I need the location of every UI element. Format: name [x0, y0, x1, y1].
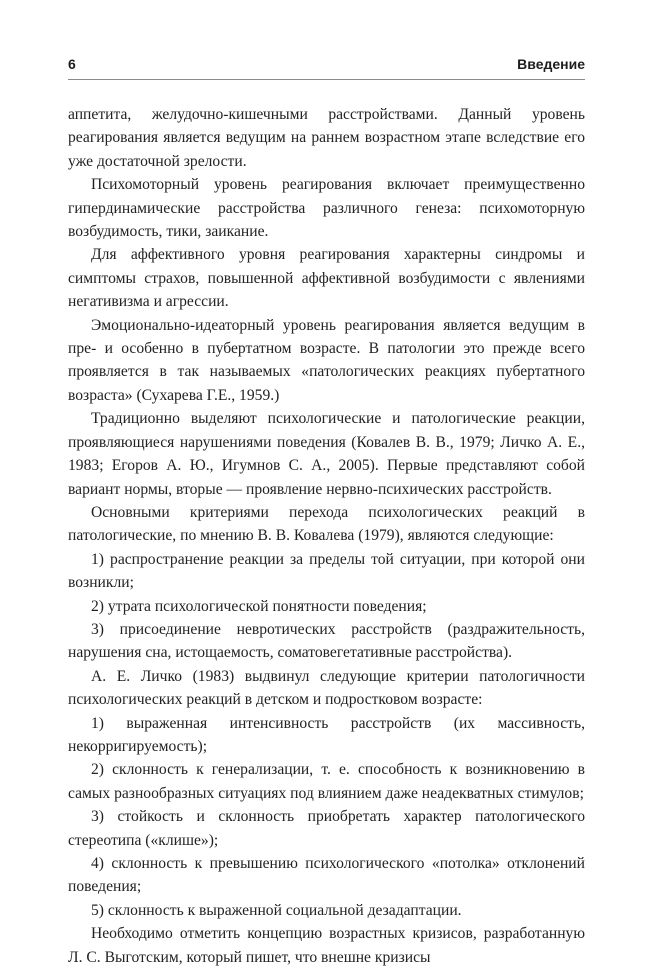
body-text	[68, 103, 585, 969]
paragraph-affective-level: Для аффективного уровня реагирования характерны синдромы и симптомы страхов, повышенной аффективной возбудимости с явлениями негативизма и агрессии.	[68, 246, 585, 311]
header-divider	[68, 79, 585, 80]
paragraph-lichko-criteria-intro: А. Е. Личко (1983) выдвинул следующие критерии патологичности психологических реакций в детском и подростковом возрасте:	[68, 667, 585, 709]
list-item-lichko-1: 1) выраженная интенсивность расстройств (их массивность, некорригируемость);	[68, 714, 585, 755]
paragraph-emotional-ideational-level: Эмоционально-идеаторный уровень реагирования является ведущим в пре- и особенно в пубертатном возрасте. В патологии это прежде всего проявляется в так называемых «патологических реакциях пубертатного возраста» (Сухарева Г.Е., 1959.)	[68, 316, 585, 404]
list-item-lichko-2: 2) склонность к генерализации, т. е. способность к возникновению в самых разнообразных ситуациях под влиянием даже неадекватных стимулов;	[68, 761, 585, 802]
list-item-lichko-3: 3) стойкость и склонность приобретать характер патологического стереотипа («клише»);	[68, 808, 585, 849]
running-header	[68, 53, 585, 75]
page-number: 6	[68, 56, 76, 72]
section-title: Введение	[517, 56, 585, 72]
list-item-kovalev-3: 3) присоединение невротических расстройств (раздражительность, нарушения сна, истощаемость, соматовегетативные расстройства).	[68, 620, 585, 662]
paragraph-psychomotor-level: Психомоторный уровень реагирования включает преимущественно гипердинамические расстройства различного генеза: психомоторную возбудимость, тики, заикание.	[68, 176, 585, 241]
paragraph-traditional-reactions: Традиционно выделяют психологические и патологические реакции, проявляющиеся нарушениями поведения (Ковалев В. В., 1979; Личко А. Е., 1983; Егоров А. Ю., Игумнов С. А., 2005). Первые представляют собой вариант нормы, вторые — проявление нервно-психических расстройств.	[68, 410, 585, 498]
list-item-lichko-4: 4) склонность к превышению психологического «потолка» отклонений поведения;	[68, 855, 585, 896]
list-item-kovalev-1: 1) распространение реакции за пределы той ситуации, при которой они возникли;	[68, 550, 585, 592]
paragraph-vygotsky-crises: Необходимо отметить концепцию возрастных кризисов, разработанную Л. С. Выготским, который пишет, что внешне кризисы	[68, 925, 585, 966]
paragraph-kovalev-criteria-intro: Основными критериями перехода психологических реакций в патологические, по мнению В. В. Ковалева (1979), являются следующие:	[68, 503, 585, 545]
list-item-kovalev-2: 2) утрата психологической понятности поведения;	[91, 597, 427, 615]
list-item-lichko-5: 5) склонность к выраженной социальной дезадаптации.	[91, 901, 462, 919]
paragraph-continuation: аппетита, желудочно-кишечными расстройствами. Данный уровень реагирования является ведущим на раннем возрастном этапе вследствие его уже достаточной зрелости.	[68, 106, 585, 170]
